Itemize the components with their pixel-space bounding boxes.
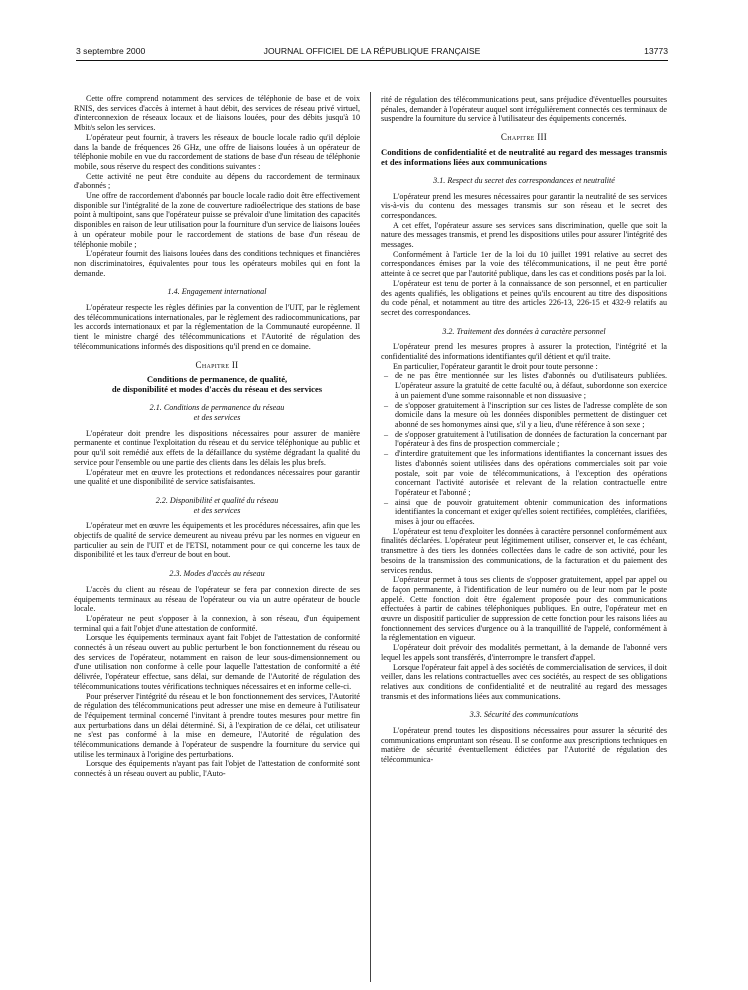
chapter-title-line: Conditions de permanence, de qualité,	[146, 374, 288, 385]
paragraph: A cet effet, l'opérateur assure ses services sans discrimination, quelle que soit la nature des messages transmis, et prend les dispositions utiles pour assurer l'intégrité des messages.	[381, 220, 667, 250]
section-heading: 3.2. Traitement des données à caractère personnel	[442, 326, 606, 336]
paragraph: L'opérateur doit prévoir des modalités permettant, à la demande de l'abonné vers lequel les appels sont transférés, d'interrompre le transfert d'appel.	[381, 643, 667, 662]
list-item: – de s'opposer gratuitement à l'utilisation de données de facturation la concernant par l'opérateur à des fins de prospection commerciale ;	[381, 430, 667, 449]
paragraph: L'opérateur met en œuvre les équipements et les procédures nécessaires, afin que les objectifs de qualité de service demeurent au niveau prévu par les normes en vigueur en particulier au sein de l'UIT et de l'ETSI, notamment pour ce qui concerne les taux de disponibilité et les taux d'erreur de bout en bout.	[74, 521, 360, 560]
list-item: – ainsi que de pouvoir gratuitement obtenir communication des informations identifiantes la concernant et exiger qu'elles soient rectifiées, complétées, clarifiées, mises à jour ou effacées.	[381, 498, 667, 527]
publication-date: 3 septembre 2000	[76, 46, 146, 56]
page-number: 13773	[644, 46, 668, 56]
chapter-title	[74, 374, 360, 394]
section-heading: 1.4. Engagement international	[167, 287, 267, 297]
paragraph: Lorsque des équipements n'ayant pas fait l'objet de l'attestation de conformité sont connectés à un réseau ouvert au public, l'Auto-	[74, 759, 360, 779]
paragraph: L'opérateur permet à tous ses clients de s'opposer gratuitement, appel par appel ou de façon permanente, à l'identification de leur numéro ou de leur nom par le poste appelé. Cette fonction doit être également proposée pour des communications effectuées à partir de cabines téléphoniques publiques. En outre, l'opérateur met en œuvre un dispositif particulier de suppression de cette fonction pour les raisons liées au fonctionnement des services d'urgence ou à la tranquillité de l'appelé, conformément à la réglementation en vigueur.	[381, 575, 667, 643]
paragraph: Une offre de raccordement d'abonnés par boucle locale radio doit être effectivement disponible sur l'intégralité de la zone de couverture radioélectrique des stations de base point à multipoint, sans que l'opérateur puisse se prévaloir d'une limitation des capacités disponibles en raison de leur utilisation pour la fourniture d'un service de liaisons louées à un opérateur mobile pour le raccordement de stations de base d'un réseau de téléphonie mobile ;	[74, 191, 360, 249]
chapter-title-line: de disponibilité et modes d'accès du réseau et des services	[111, 384, 323, 395]
paragraph: L'opérateur peut fournir, à travers les réseaux de boucle locale radio qu'il déploie dans la bande de fréquences 26 GHz, une offre de liaisons louées à un opérateur de téléphonie mobile en vue du raccordement de stations de base d'un réseau de téléphonie mobile, sous réserve du respect des conditions suivantes :	[74, 132, 360, 171]
paragraph: rité de régulation des télécommunications peut, sans préjudice d'éventuelles poursuites pénales, demander à l'opérateur auquel sont irrégulièrement connectés ces terminaux de suspendre la fourniture du service à l'utilisateur des équipements concernés.	[381, 95, 667, 124]
paragraph: L'opérateur met en œuvre les protections et redondances nécessaires pour garantir une qualité et une disponibilité de service satisfaisantes.	[74, 467, 360, 487]
right-column	[381, 95, 667, 765]
paragraph: Cette offre comprend notamment des services de téléphonie de base et de voix RNIS, des services d'accès à internet à haut débit, des services de réseau privé virtuel, d'interconnexion de réseaux locaux et de liaisons louées, pour des débits jusqu'à 10 Mbit/s selon les services.	[74, 94, 360, 133]
chapter-title: Conditions de confidentialité et de neutralité au regard des messages transmis et des informations liées aux communications	[381, 146, 667, 167]
paragraph: L'opérateur respecte les règles définies par la convention de l'UIT, par le règlement des télécommunications internationales, par le règlement des radiocommunications, par les accords internationaux et par la réglementation de la Communauté européenne. Il tient le ministre chargé des télécommunications et l'Autorité de régulation des télécommunications informés des dispositions qu'il prend en ce domaine.	[74, 303, 360, 351]
paragraph: L'opérateur prend toutes les dispositions nécessaires pour assurer la sécurité des communications empruntant son réseau. Il se conforme aux prescriptions techniques en matière de sécurité éventuellement édictées par l'Autorité de régulation des télécommunica-	[381, 726, 667, 765]
section-heading	[74, 496, 360, 515]
paragraph: L'opérateur est tenu d'exploiter les données à caractère personnel conformément aux finalités déclarées. L'opérateur peut légitimement utiliser, conserver et, le cas échéant, transmettre à des tiers les données collectées dans le cadre de son activité, pour les besoins de la transmission des communications, de la facturation et du paiement des services rendus.	[381, 526, 667, 575]
column-divider	[370, 92, 371, 982]
section-heading-line: 2.1. Conditions de permanence du réseau	[149, 403, 285, 413]
journal-title: JOURNAL OFFICIEL DE LA RÉPUBLIQUE FRANÇAISE	[263, 46, 481, 56]
chapter-heading: Chapitre II	[195, 359, 239, 370]
paragraph: L'opérateur prend les mesures propres à assurer la protection, l'intégrité et la confidentialité des informations identifiantes qu'il détient et qu'il traite.	[381, 342, 667, 362]
section-heading	[74, 403, 360, 422]
section-heading: 3.3. Sécurité des communications	[469, 710, 579, 720]
section-heading-line: 2.2. Disponibilité et qualité du réseau	[155, 495, 279, 505]
paragraph: Pour préserver l'intégrité du réseau et le bon fonctionnement des services, l'Autorité de régulation des télécommunications peut adresser une mise en demeure à l'utilisateur de l'équipement terminal concerné l'invitant à prendre toutes mesures pour mettre fin aux perturbations dans un délai déterminé. Si, à l'expiration de ce délai, cet utilisateur ne s'est pas conformé à la mise en demeure, l'Autorité de régulation des télécommunications demande à l'opérateur de suspendre la fourniture du service qui utilise les terminaux à l'origine des perturbations.	[74, 691, 360, 759]
paragraph: Cette activité ne peut être conduite au dépens du raccordement de terminaux d'abonnés ;	[74, 171, 360, 191]
section-heading-line: et des services	[193, 505, 241, 515]
paragraph: Lorsque l'opérateur fait appel à des sociétés de commercialisation de services, il doit veiller, dans les relations contractuelles avec ces sociétés, au respect de ses obligations relatives aux conditions de confidentialité et de neutralité au regard des messages transmis et des informations liées aux communications.	[381, 662, 667, 701]
paragraph: L'opérateur ne peut s'opposer à la connexion, à son réseau, d'un équipement terminal qui a fait l'objet d'une attestation de conformité.	[74, 613, 360, 633]
paragraph: L'opérateur doit prendre les dispositions nécessaires pour assurer de manière permanente et continue l'exploitation du réseau et du service téléphonique au public et pour qu'il soit remédié aux effets de la défaillance du système dégradant la qualité du service pour l'ensemble ou une partie des clients dans les délais les plus brefs.	[74, 428, 360, 467]
rights-list	[381, 371, 667, 526]
running-head	[76, 46, 668, 61]
list-item: – de ne pas être mentionnée sur les listes d'abonnés ou d'utilisateurs publiées. L'opérateur assure la gratuité de cette faculté ou, à défaut, subordonne son exercice à un paiement d'une somme raisonnable et non dissuasive ;	[381, 371, 667, 400]
paragraph: L'opérateur fournit des liaisons louées dans des conditions techniques et financières non discriminatoires, équivalentes pour tous les opérateurs mobiles qui en font la demande.	[74, 249, 360, 278]
section-heading: 3.1. Respect du secret des correspondances et neutralité	[433, 175, 615, 185]
paragraph: Lorsque les équipements terminaux ayant fait l'objet de l'attestation de conformité connectés à un réseau ouvert au public perturbent le bon fonctionnement du réseau ou des services de l'opérateur, notamment en raison de leur sous-dimensionnement ou d'une utilisation non conforme à celle pour laquelle l'attestation de conformité a été délivrée, l'opérateur effectue, sans délai, sur demande de l'Autorité de régulation des télécommunications toutes vérifications techniques nécessaires et en informe celle-ci.	[74, 633, 360, 691]
left-column	[74, 94, 360, 779]
list-item: – d'interdire gratuitement que les informations identifiantes la concernant issues des listes d'abonnés soient utilisées dans des opérations commerciales soit par voie postale, soit par voie de télécommunications, à l'exception des opérations concernant l'activité autorisée et relevant de la relation contractuelle entre l'opérateur et l'abonné ;	[381, 449, 667, 498]
chapter-heading: Chapitre III	[500, 132, 548, 143]
paragraph: L'opérateur est tenu de porter à la connaissance de son personnel, et en particulier des agents qualifiés, les obligations et peines qu'ils encourent au titre des dispositions du code pénal, et notamment au titre des articles 226-13, 226-15 et 432-9 relatifs au secret des correspondances.	[381, 278, 667, 317]
paragraph: L'accès du client au réseau de l'opérateur se fera par connexion directe de ses équipements terminaux au réseau de l'opérateur ou via un autre opérateur de boucle locale.	[74, 584, 360, 614]
paragraph: L'opérateur prend les mesures nécessaires pour garantir la neutralité de ses services vis-à-vis du contenu des messages transmis sur son réseau et le secret des correspondances.	[381, 191, 667, 220]
section-heading-line: et des services	[193, 412, 241, 422]
list-item: – de s'opposer gratuitement à l'inscription sur ces listes de l'adresse complète de son domicile dans la mesure où les données disponibles permettent de distinguer cet abonné de ses homonymes ainsi que, s'il y a lieu, d'une référence à son sexe ;	[381, 401, 667, 430]
paragraph: Conformément à l'article 1er de la loi du 10 juillet 1991 relative au secret des correspondances émises par la voie des télécommunications, il ne peut être porté atteinte à ce secret que par l'autorité publique, dans les cas et conditions posés par la loi.	[381, 249, 667, 279]
section-heading: 2.3. Modes d'accès au réseau	[169, 569, 265, 579]
paragraph: En particulier, l'opérateur garantit le droit pour toute personne :	[393, 361, 598, 371]
